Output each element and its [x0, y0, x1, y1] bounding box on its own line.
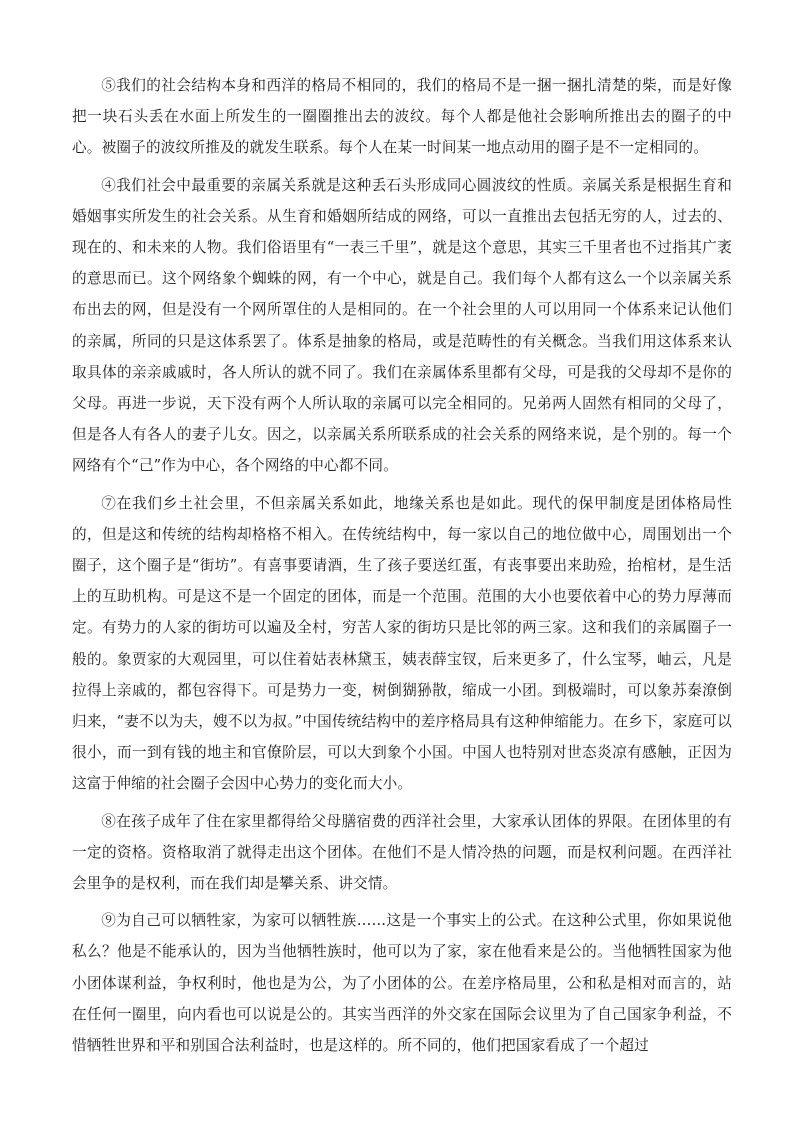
paragraph-9: ⑨为自己可以牺牲家，为家可以牺牲族……这是一个事实上的公式。在这种公式里，你如果说他私么？他是不能承认的，因为当他牺牲族时，他可以为了家，家在他看来是公的。当他牺牲国家为他小团体谋利益，争权利时，他也是为公，为了小团体的公。在差序格局里，公和私是相对而言的，站在任何一圈里，向内看也可以说是公的。其实当西洋的外交家在国际会议里为了自己国家争利益，不惜牺牲世界和平和别国合法利益时，也是这样的。所不同的，他们把国家看成了一个超过: [72, 912, 732, 1055]
paragraph-7: ⑦在我们乡土社会里，不但亲属关系如此，地缘关系也是如此。现代的保甲制度是团体格局性的，但是这和传统的结构却格格不相入。在传统结构中，每一家以自己的地位做中心，周围划出一个圈子，这个圈子是“街坊”。有喜事要请酒，生了孩子要送红蛋，有丧事要出来助殓，抬棺材，是生活上的互助机构。可是这不是一个固定的团体，而是一个范围。范围的大小也要依着中心的势力厚薄而定。有势力的人家的街坊可以遍及全村，穷苦人家的街坊只是比邻的两三家。这和我们的亲属圈子一般的。象贾家的大观园里，可以住着姑表林黛玉，姨表薛宝钗，后来更多了，什么宝琴，岫云，凡是拉得上亲戚的，都包容得下。可是势力一变，树倒猢狲散，缩成一小团。到极端时，可以象苏秦潦倒归来，“妻不以为夫，嫂不以为叔。”中国传统结构中的差序格局具有这种伸缩能力。在乡下，家庭可以很小，而一到有钱的地主和官僚阶层，可以大到象个小国。中国人也特别对世态炎凉有感触，正因为这富于伸缩的社会圈子会因中心势力的变化而大小。: [72, 494, 732, 793]
document-page: [72, 70, 732, 1067]
paragraph-5: ⑤我们的社会结构本身和西洋的格局不相同的，我们的格局不是一捆一捆扎清楚的柴，而是好像把一块石头丢在水面上所发生的一圈圈推出去的波纹。每个人都是他社会影响所推出去的圈子的中心。被圈子的波纹所推及的就发生联系。每个人在某一时间某一地点动用的圈子是不一定相同的。: [72, 77, 732, 157]
paragraph-8: ⑧在孩子成年了住在家里都得给父母膳宿费的西洋社会里，大家承认团体的界限。在团体里的有一定的资格。资格取消了就得走出这个团体。在他们不是人情冷热的问题，而是权利问题。在西洋社会里争的是权利，而在我们却是攀关系、讲交情。: [72, 812, 732, 893]
paragraph-4: ④我们社会中最重要的亲属关系就是这种丢石头形成同心圆波纹的性质。亲属关系是根据生育和婚姻事实所发生的社会关系。从生育和婚姻所结成的网络，可以一直推出去包括无穷的人，过去的、现在的、和未来的人物。我们俗语里有“一表三千里”，就是这个意思，其实三千里者也不过指其广袤的意思而已。这个网络象个蜘蛛的网，有一个中心，就是自己。我们每个人都有这么一个以亲属关系布出去的网，但是没有一个网所罩住的人是相同的。在一个社会里的人可以用同一个体系来记认他们的亲属，所同的只是这体系罢了。体系是抽象的格局，或是范畴性的有关概念。当我们用这体系来认取具体的亲亲戚戚时，各人所认的就不同了。我们在亲属体系里都有父母，可是我的父母却不是你的父母。再进一步说，天下没有两个人所认取的亲属可以完全相同的。兄弟两人固然有相同的父母了，但是各人有各人的妻子儿女。因之，以亲属关系所联系成的社会关系的网络来说，是个别的。每一个网络有个“己”作为中心，各个网络的中心都不同。: [72, 176, 732, 475]
